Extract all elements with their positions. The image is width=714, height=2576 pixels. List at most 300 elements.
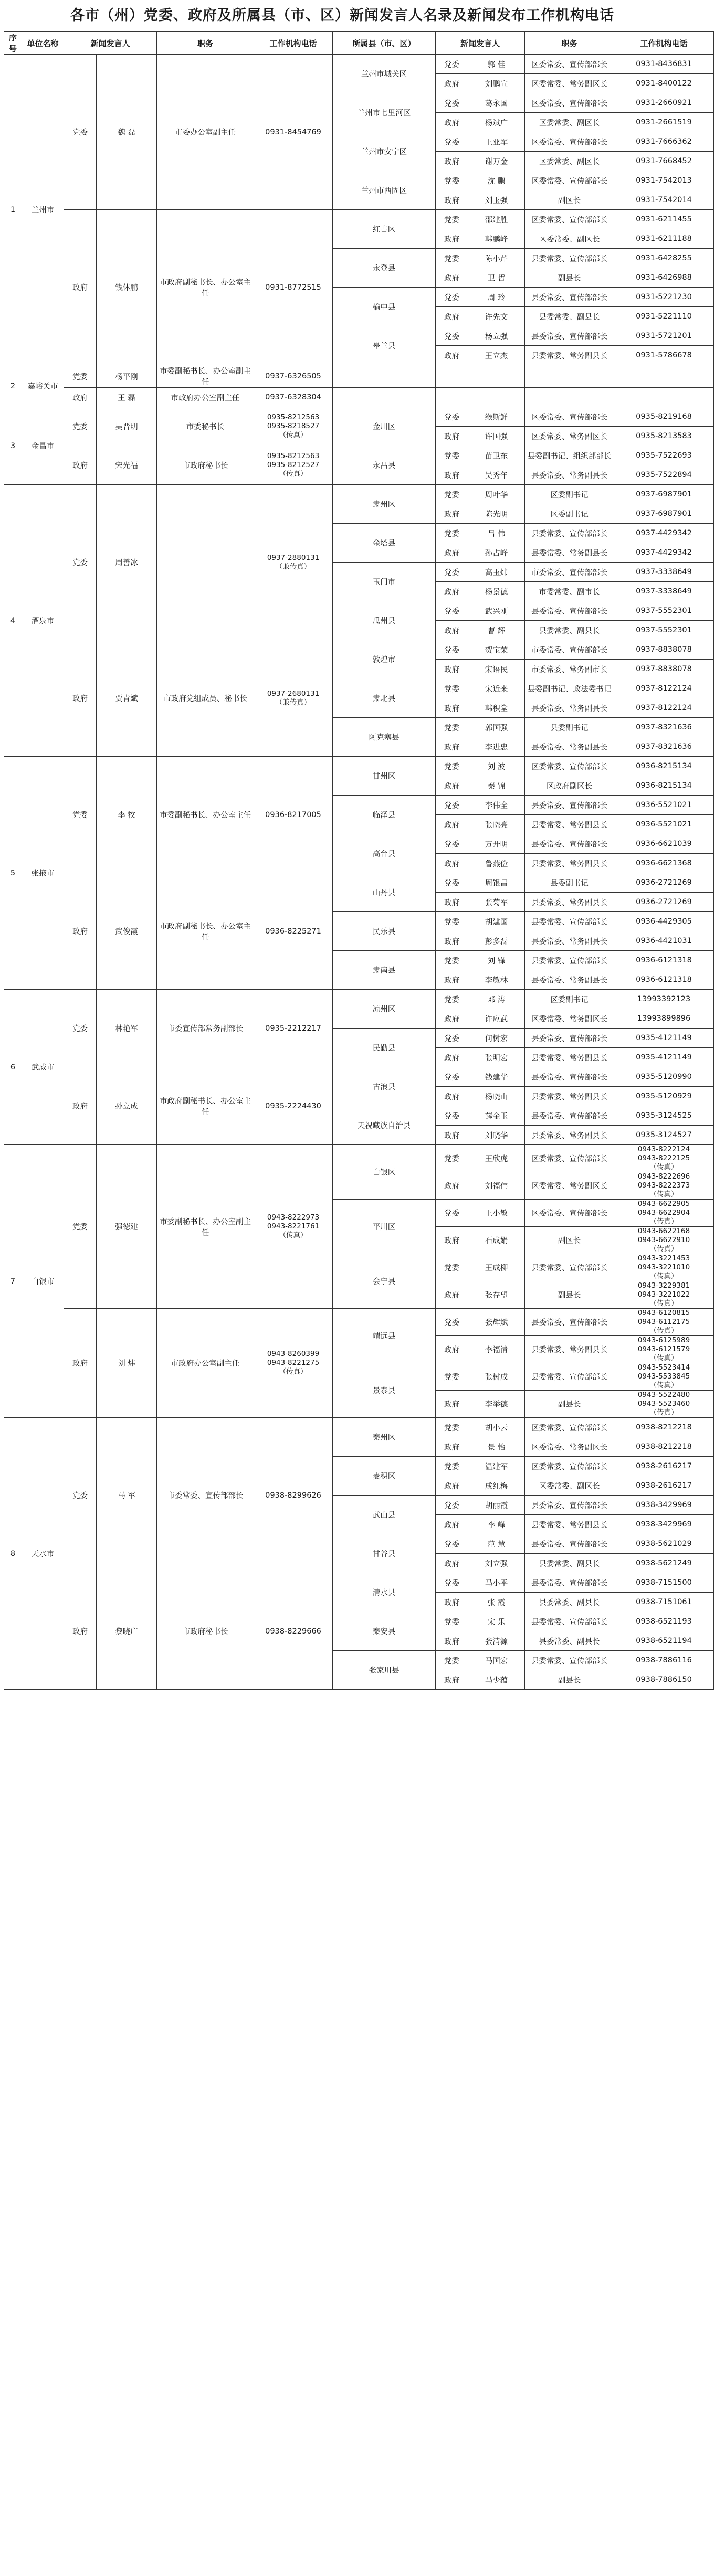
county-org: 党委 <box>436 679 468 698</box>
table-row <box>4 640 714 660</box>
county-org: 党委 <box>436 1573 468 1593</box>
county-duty <box>525 388 614 407</box>
county-duty: 县委副书记、组织部部长 <box>525 446 614 465</box>
table-row <box>4 1145 714 1172</box>
county-duty: 县委副书记 <box>525 718 614 737</box>
row-number: 4 <box>4 485 22 757</box>
county-speaker: 石成娟 <box>468 1227 525 1254</box>
county-speaker: 杨立强 <box>468 326 525 346</box>
table-row <box>4 1573 714 1593</box>
county-speaker: 张清源 <box>468 1631 525 1651</box>
county-duty: 区委常委、副区长 <box>525 113 614 132</box>
county-duty: 区委常委、宣传部部长 <box>525 1418 614 1437</box>
county-org: 政府 <box>436 1391 468 1418</box>
county-tel <box>614 388 714 407</box>
county-duty: 副县长 <box>525 1281 614 1309</box>
speaker-duty: 市政府秘书长 <box>157 446 254 485</box>
county-tel: 0938-3429969 <box>614 1515 714 1534</box>
speaker-name: 李 牧 <box>97 757 157 873</box>
county-tel: 0931-6211455 <box>614 210 714 229</box>
county-org: 党委 <box>436 1309 468 1336</box>
county-org: 党委 <box>436 601 468 621</box>
county-org: 党委 <box>436 210 468 229</box>
county-org: 党委 <box>436 1067 468 1087</box>
table-row <box>4 210 714 229</box>
county-tel: 0936-4421031 <box>614 931 714 951</box>
county-tel: 0935-5120929 <box>614 1087 714 1106</box>
county-tel: 0931-7668452 <box>614 152 714 171</box>
county-org: 党委 <box>436 1145 468 1172</box>
county-tel: 0935-7522894 <box>614 465 714 485</box>
county-name: 临泽县 <box>333 796 436 834</box>
county-speaker: 孙占峰 <box>468 543 525 563</box>
county-speaker: 秦 锦 <box>468 776 525 796</box>
county-speaker: 宋 乐 <box>468 1612 525 1631</box>
speaker-tel: 0938-8299626 <box>254 1418 333 1573</box>
county-speaker: 李进忠 <box>468 737 525 757</box>
header-cell: 职务 <box>525 32 614 55</box>
county-tel: 0931-5786678 <box>614 346 714 365</box>
county-speaker: 贺宝荣 <box>468 640 525 660</box>
speaker-org: 政府 <box>64 640 97 757</box>
county-duty: 区委常委、副区长 <box>525 229 614 249</box>
county-duty: 区委常委、宣传部部长 <box>525 210 614 229</box>
speaker-org: 政府 <box>64 388 97 407</box>
county-name: 白银区 <box>333 1145 436 1200</box>
county-tel: 0931-5721201 <box>614 326 714 346</box>
county-duty: 区委常委、宣传部部长 <box>525 1457 614 1476</box>
county-speaker: 宋语民 <box>468 660 525 679</box>
table-row <box>4 757 714 776</box>
table-row <box>4 485 714 504</box>
table-row <box>4 55 714 74</box>
county-speaker: 刘鹏宣 <box>468 74 525 93</box>
county-duty: 县委常委、常务副县长 <box>525 465 614 485</box>
county-speaker: 胡建国 <box>468 912 525 931</box>
county-org: 政府 <box>436 1515 468 1534</box>
county-org: 政府 <box>436 74 468 93</box>
county-name: 山丹县 <box>333 873 436 912</box>
county-name: 永昌县 <box>333 446 436 485</box>
county-name: 金川区 <box>333 407 436 446</box>
county-org <box>436 365 468 388</box>
county-duty: 区政府副区长 <box>525 776 614 796</box>
county-speaker: 葛永国 <box>468 93 525 113</box>
speaker-org: 党委 <box>64 757 97 873</box>
county-tel: 0935-3124527 <box>614 1126 714 1145</box>
county-org <box>436 388 468 407</box>
county-duty: 区委副书记 <box>525 504 614 524</box>
county-name: 靖远县 <box>333 1309 436 1363</box>
county-duty: 县委常委、常务副县长 <box>525 1515 614 1534</box>
county-speaker: 李 峰 <box>468 1515 525 1534</box>
county-duty: 区委常委、宣传部部长 <box>525 757 614 776</box>
county-tel: 13993899896 <box>614 1009 714 1029</box>
county-duty: 县委常委、常务副县长 <box>525 815 614 834</box>
county-tel: 0931-6426988 <box>614 268 714 288</box>
county-tel: 0936-8215134 <box>614 757 714 776</box>
county-tel: 0937-6987901 <box>614 485 714 504</box>
city-name: 张掖市 <box>22 757 64 990</box>
speaker-org: 党委 <box>64 407 97 446</box>
county-speaker: 马国宏 <box>468 1651 525 1670</box>
county-duty: 县委常委、副县长 <box>525 1631 614 1651</box>
speaker-duty: 市委办公室副主任 <box>157 55 254 210</box>
county-name: 景泰县 <box>333 1363 436 1418</box>
county-speaker: 李伟全 <box>468 796 525 815</box>
table-row <box>4 1418 714 1437</box>
county-name: 甘州区 <box>333 757 436 796</box>
county-name <box>333 388 436 407</box>
county-duty: 县委常委、宣传部部长 <box>525 834 614 854</box>
county-name <box>333 365 436 388</box>
county-org: 政府 <box>436 815 468 834</box>
county-tel: 0937-6987901 <box>614 504 714 524</box>
county-tel: 0943-8222696 0943-8222373 （传真） <box>614 1172 714 1200</box>
county-org: 党委 <box>436 1106 468 1126</box>
county-duty: 县委常委、常务副县长 <box>525 1126 614 1145</box>
speaker-tel: 0936-8217005 <box>254 757 333 873</box>
table-row <box>4 388 714 407</box>
speaker-org: 政府 <box>64 873 97 990</box>
speaker-name: 孙立成 <box>97 1067 157 1145</box>
county-org: 党委 <box>436 1200 468 1227</box>
county-duty: 区委常委、宣传部部长 <box>525 1200 614 1227</box>
county-org: 政府 <box>436 1593 468 1612</box>
speaker-name: 吴晋明 <box>97 407 157 446</box>
county-name: 会宁县 <box>333 1254 436 1309</box>
speaker-duty: 市政府办公室副主任 <box>157 388 254 407</box>
county-org: 政府 <box>436 543 468 563</box>
county-duty: 区委常委、副区长 <box>525 152 614 171</box>
county-speaker: 彭多磊 <box>468 931 525 951</box>
speaker-org: 党委 <box>64 990 97 1067</box>
speaker-duty: 市委宣传部常务副部长 <box>157 990 254 1067</box>
county-speaker: 高玉炜 <box>468 563 525 582</box>
table-row <box>4 1309 714 1336</box>
county-duty: 县委常委、宣传部部长 <box>525 601 614 621</box>
county-tel: 0936-8215134 <box>614 776 714 796</box>
county-duty: 副区长 <box>525 190 614 210</box>
speaker-name: 钱体鹏 <box>97 210 157 365</box>
county-tel: 0937-4429342 <box>614 543 714 563</box>
county-org: 党委 <box>436 1457 468 1476</box>
county-duty: 县委常委、宣传部部长 <box>525 1254 614 1281</box>
speaker-tel: 0935-2224430 <box>254 1067 333 1145</box>
county-duty: 区委副书记 <box>525 990 614 1009</box>
county-tel: 0931-7542014 <box>614 190 714 210</box>
county-speaker: 李敏林 <box>468 970 525 990</box>
county-org: 党委 <box>436 288 468 307</box>
county-tel: 0937-8122124 <box>614 698 714 718</box>
county-duty: 市委常委、常务副市长 <box>525 660 614 679</box>
county-org: 政府 <box>436 1631 468 1651</box>
county-tel: 0937-3338649 <box>614 582 714 601</box>
speaker-duty: 市政府秘书长 <box>157 1573 254 1690</box>
county-tel: 13993392123 <box>614 990 714 1009</box>
county-tel: 0937-8838078 <box>614 640 714 660</box>
county-duty: 副县长 <box>525 1391 614 1418</box>
county-duty: 县委常委、宣传部部长 <box>525 1067 614 1087</box>
county-org: 党委 <box>436 446 468 465</box>
county-speaker: 何树宏 <box>468 1029 525 1048</box>
county-org: 政府 <box>436 307 468 326</box>
county-org: 党委 <box>436 990 468 1009</box>
county-tel: 0931-5221110 <box>614 307 714 326</box>
speaker-tel: 0931-8454769 <box>254 55 333 210</box>
county-org: 党委 <box>436 407 468 427</box>
speaker-tel: 0936-8225271 <box>254 873 333 990</box>
county-duty: 县委常委、副县长 <box>525 1593 614 1612</box>
speaker-name: 宋光福 <box>97 446 157 485</box>
county-tel <box>614 365 714 388</box>
table-row <box>4 1067 714 1087</box>
county-tel: 0938-7151061 <box>614 1593 714 1612</box>
county-name: 兰州市七里河区 <box>333 93 436 132</box>
county-org: 政府 <box>436 1336 468 1363</box>
county-org: 党委 <box>436 1418 468 1437</box>
county-duty: 县委常委、常务副县长 <box>525 854 614 873</box>
county-duty: 县委常委、常务副县长 <box>525 931 614 951</box>
county-speaker: 李举德 <box>468 1391 525 1418</box>
county-duty: 区委常委、常务副区长 <box>525 427 614 446</box>
county-speaker: 张树成 <box>468 1363 525 1391</box>
county-name: 麦积区 <box>333 1457 436 1496</box>
speaker-tel: 0935-2212217 <box>254 990 333 1067</box>
county-speaker: 马少蕴 <box>468 1670 525 1690</box>
county-duty: 县委常委、宣传部部长 <box>525 524 614 543</box>
county-duty: 县委常委、常务副县长 <box>525 1087 614 1106</box>
county-tel: 0931-7666362 <box>614 132 714 152</box>
county-duty: 县委常委、宣传部部长 <box>525 1612 614 1631</box>
county-tel: 0931-6211188 <box>614 229 714 249</box>
county-name: 武山县 <box>333 1496 436 1534</box>
county-tel: 0935-8213583 <box>614 427 714 446</box>
county-org: 党委 <box>436 718 468 737</box>
county-org: 政府 <box>436 931 468 951</box>
county-org: 政府 <box>436 737 468 757</box>
header-cell: 工作机构电话 <box>254 32 333 55</box>
county-name: 肃南县 <box>333 951 436 990</box>
speaker-tel: 0937-2880131 （兼传真） <box>254 485 333 640</box>
county-name: 古浪县 <box>333 1067 436 1106</box>
county-tel: 0938-8212218 <box>614 1437 714 1457</box>
speaker-tel: 0937-2680131 （兼传真） <box>254 640 333 757</box>
speaker-org: 党委 <box>64 55 97 210</box>
speaker-duty: 市政府副秘书长、办公室主任 <box>157 1067 254 1145</box>
speaker-name: 魏 磊 <box>97 55 157 210</box>
county-duty: 县委常委、常务副县长 <box>525 346 614 365</box>
county-name: 金塔县 <box>333 524 436 563</box>
county-name: 清水县 <box>333 1573 436 1612</box>
county-speaker: 鲁燕俭 <box>468 854 525 873</box>
county-tel: 0937-8122124 <box>614 679 714 698</box>
county-duty: 县委常委、常务副县长 <box>525 698 614 718</box>
county-org: 党委 <box>436 171 468 190</box>
county-name: 瓜州县 <box>333 601 436 640</box>
county-tel: 0931-8436831 <box>614 55 714 74</box>
county-tel: 0936-6121318 <box>614 951 714 970</box>
county-org: 政府 <box>436 190 468 210</box>
county-org: 政府 <box>436 1126 468 1145</box>
city-name: 金昌市 <box>22 407 64 485</box>
county-duty: 县委常委、宣传部部长 <box>525 1651 614 1670</box>
county-name: 凉州区 <box>333 990 436 1029</box>
county-speaker: 刘 锋 <box>468 951 525 970</box>
county-org: 党委 <box>436 951 468 970</box>
speaker-tel: 0943-8260399 0943-8221275 （传真） <box>254 1309 333 1418</box>
speaker-tel: 0935-8212563 0935-8218527 （传真） <box>254 407 333 446</box>
county-speaker: 马小平 <box>468 1573 525 1593</box>
speaker-tel: 0931-8772515 <box>254 210 333 365</box>
county-speaker: 郭 佳 <box>468 55 525 74</box>
county-org: 政府 <box>436 1172 468 1200</box>
city-name: 天水市 <box>22 1418 64 1690</box>
county-speaker: 李福清 <box>468 1336 525 1363</box>
speaker-org: 政府 <box>64 210 97 365</box>
county-tel: 0938-2616217 <box>614 1476 714 1496</box>
county-tel: 0936-4429305 <box>614 912 714 931</box>
county-speaker: 谢万金 <box>468 152 525 171</box>
city-name: 酒泉市 <box>22 485 64 757</box>
county-duty: 区委常委、宣传部部长 <box>525 55 614 74</box>
county-tel: 0943-6120815 0943-6112175 （传真） <box>614 1309 714 1336</box>
speaker-duty: 市委副秘书长、办公室主任 <box>157 757 254 873</box>
county-speaker: 韩积堂 <box>468 698 525 718</box>
county-tel: 0943-8222124 0943-8222125 （传真） <box>614 1145 714 1172</box>
county-duty: 县委常委、副县长 <box>525 307 614 326</box>
county-speaker: 吴秀年 <box>468 465 525 485</box>
speaker-name: 黎晓广 <box>97 1573 157 1690</box>
county-tel: 0937-8321636 <box>614 718 714 737</box>
county-tel: 0943-3229381 0943-3221022 （传真） <box>614 1281 714 1309</box>
county-speaker: 刘 波 <box>468 757 525 776</box>
county-org: 党委 <box>436 796 468 815</box>
county-name: 阿克塞县 <box>333 718 436 757</box>
county-org: 党委 <box>436 1651 468 1670</box>
speaker-duty: 市委常委、宣传部部长 <box>157 1418 254 1573</box>
speaker-duty: 市委副秘书长、办公室副主任 <box>157 1145 254 1309</box>
county-duty: 区委常委、宣传部部长 <box>525 93 614 113</box>
county-tel: 0938-5621249 <box>614 1554 714 1573</box>
county-duty: 区委常委、常务副区长 <box>525 1437 614 1457</box>
header-cell: 新闻发言人 <box>436 32 525 55</box>
speaker-name: 贾青斌 <box>97 640 157 757</box>
county-duty: 市委常委、副市长 <box>525 582 614 601</box>
county-org: 政府 <box>436 776 468 796</box>
county-tel: 0938-2616217 <box>614 1457 714 1476</box>
county-speaker: 郭国强 <box>468 718 525 737</box>
county-org: 党委 <box>436 93 468 113</box>
speaker-tel: 0937-6328304 <box>254 388 333 407</box>
county-speaker: 张存望 <box>468 1281 525 1309</box>
county-org: 政府 <box>436 660 468 679</box>
county-name: 玉门市 <box>333 563 436 601</box>
county-speaker: 周银昌 <box>468 873 525 893</box>
county-duty: 区委常委、宣传部部长 <box>525 171 614 190</box>
county-org: 政府 <box>436 504 468 524</box>
county-name: 秦州区 <box>333 1418 436 1457</box>
county-speaker <box>468 365 525 388</box>
county-speaker: 许先文 <box>468 307 525 326</box>
header-cell: 新闻发言人 <box>64 32 157 55</box>
speaker-duty: 市委副秘书长、办公室副主任 <box>157 365 254 388</box>
speaker-tel: 0937-6326505 <box>254 365 333 388</box>
table-body <box>4 55 714 1690</box>
county-tel: 0936-5521021 <box>614 815 714 834</box>
county-duty: 县委常委、常务副县长 <box>525 1048 614 1067</box>
county-org: 党委 <box>436 55 468 74</box>
county-tel: 0938-5621029 <box>614 1534 714 1554</box>
county-speaker: 成红梅 <box>468 1476 525 1496</box>
county-speaker: 邵建胜 <box>468 210 525 229</box>
county-org: 政府 <box>436 152 468 171</box>
county-speaker: 王亚军 <box>468 132 525 152</box>
county-name: 甘谷县 <box>333 1534 436 1573</box>
county-duty: 区委常委、常务副区长 <box>525 1172 614 1200</box>
county-speaker: 周 玲 <box>468 288 525 307</box>
speaker-name: 周善冰 <box>97 485 157 640</box>
city-name: 兰州市 <box>22 55 64 365</box>
county-org: 政府 <box>436 1087 468 1106</box>
county-speaker: 钱建华 <box>468 1067 525 1087</box>
county-org: 党委 <box>436 1363 468 1391</box>
county-tel: 0938-3429969 <box>614 1496 714 1515</box>
row-number: 3 <box>4 407 22 485</box>
speaker-name: 王 磊 <box>97 388 157 407</box>
county-speaker: 缑斯鲜 <box>468 407 525 427</box>
county-tel: 0938-7886116 <box>614 1651 714 1670</box>
county-speaker: 沈 鹏 <box>468 171 525 190</box>
county-speaker: 温建军 <box>468 1457 525 1476</box>
county-org: 政府 <box>436 1281 468 1309</box>
county-org: 政府 <box>436 1009 468 1029</box>
county-speaker: 刘玉强 <box>468 190 525 210</box>
county-speaker: 刘福伟 <box>468 1172 525 1200</box>
county-duty: 县委常委、宣传部部长 <box>525 912 614 931</box>
county-org: 党委 <box>436 1496 468 1515</box>
county-duty: 县委常委、宣传部部长 <box>525 288 614 307</box>
county-org: 政府 <box>436 1554 468 1573</box>
document-title: 各市（州）党委、政府及所属县（市、区）新闻发言人名录及新闻发布工作机构电话 <box>70 7 614 24</box>
city-name: 嘉峪关市 <box>22 365 64 407</box>
county-org: 政府 <box>436 698 468 718</box>
county-duty: 县委常委、常务副县长 <box>525 893 614 912</box>
county-tel: 0935-3124525 <box>614 1106 714 1126</box>
county-tel: 0938-8212218 <box>614 1418 714 1437</box>
county-speaker: 许应武 <box>468 1009 525 1029</box>
county-tel: 0935-4121149 <box>614 1048 714 1067</box>
speaker-name: 强德建 <box>97 1145 157 1309</box>
county-name: 敦煌市 <box>333 640 436 679</box>
table-row <box>4 365 714 388</box>
county-name: 肃北县 <box>333 679 436 718</box>
county-speaker: 吕 伟 <box>468 524 525 543</box>
row-number: 8 <box>4 1418 22 1690</box>
county-speaker: 曹 辉 <box>468 621 525 640</box>
county-speaker: 周叶华 <box>468 485 525 504</box>
county-org: 政府 <box>436 621 468 640</box>
county-org: 政府 <box>436 346 468 365</box>
county-tel: 0936-6621039 <box>614 834 714 854</box>
county-tel: 0943-6622168 0943-6622910 （传真） <box>614 1227 714 1254</box>
county-duty: 县委常委、宣传部部长 <box>525 796 614 815</box>
speaker-org: 党委 <box>64 1418 97 1573</box>
county-org: 政府 <box>436 268 468 288</box>
speaker-org: 党委 <box>64 365 97 388</box>
county-speaker: 王小敏 <box>468 1200 525 1227</box>
county-org: 政府 <box>436 1227 468 1254</box>
